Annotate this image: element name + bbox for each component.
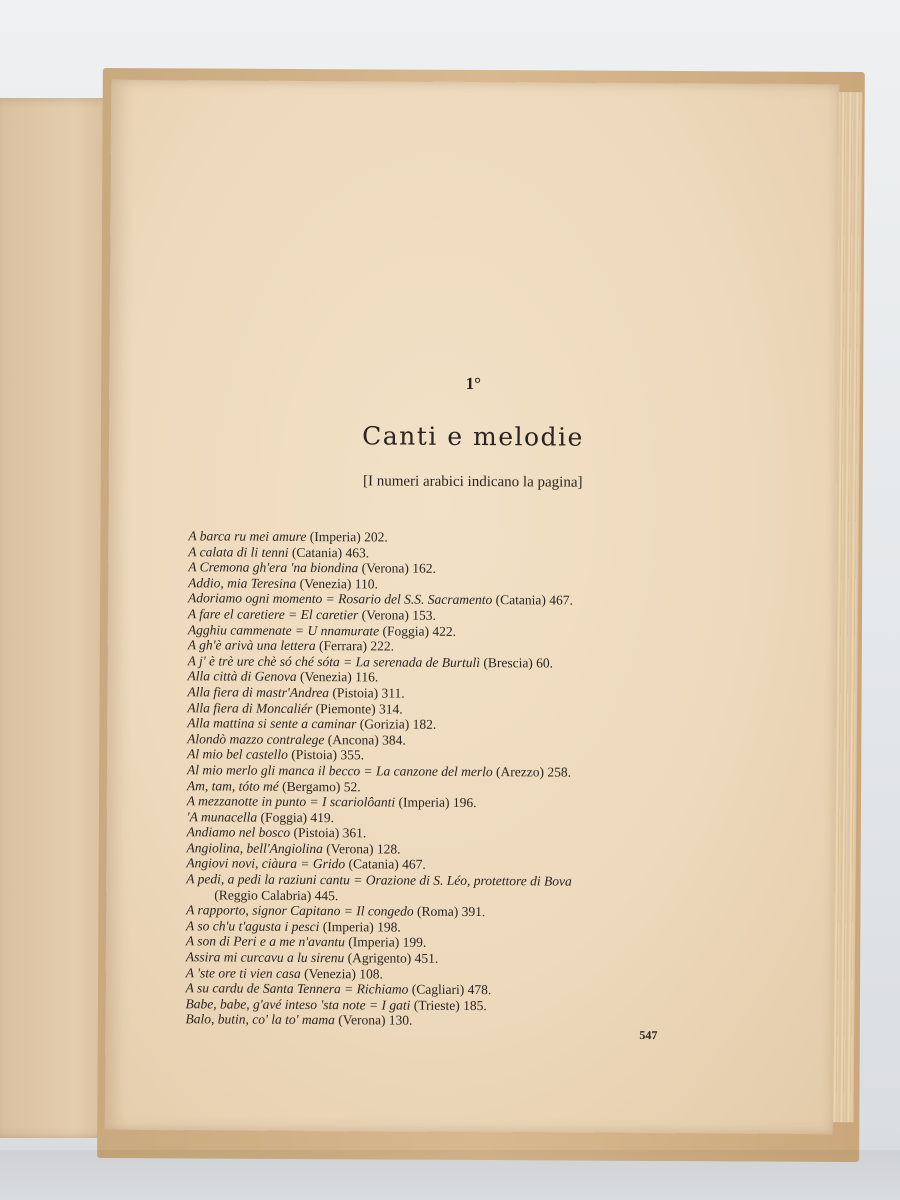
entry-title: Andiamo nel bosco xyxy=(186,824,291,841)
entry-title: Adoriamo ogni momento = Rosario del S.S. Sacramento xyxy=(188,590,493,608)
entry-reference: (Imperia) 198. xyxy=(319,918,401,935)
entry-title: Angiolina, bell'Angiolina xyxy=(186,840,323,856)
entry-reference: (Imperia) 202. xyxy=(306,528,388,545)
entry-reference: (Bergamo) 52. xyxy=(278,778,361,794)
entry-title: A gh'è arivà una lettera xyxy=(187,637,316,654)
entry-title: Alla fiera di mastr'Andrea xyxy=(187,684,330,701)
entry-title: A j' è trè ure chè só ché sóta = La serenada de Burtulì xyxy=(187,653,481,670)
entry-reference: (Catania) 467. xyxy=(345,856,426,873)
entry-title: Balo, butin, co' la to' mama xyxy=(185,1011,335,1028)
entry-title: A mezzanotte in punto = I scariolôanti xyxy=(186,793,396,810)
entry-title: A rapporto, signor Capitano = Il congedo xyxy=(186,902,414,919)
entry-reference: (Pistoia) 311. xyxy=(328,685,405,701)
entry-title: Babe, babe, g'avé inteso 'sta note = I gati xyxy=(185,996,411,1013)
entry-reference: (Venezia) 110. xyxy=(296,575,378,592)
entry-title: A 'ste ore ti vien casa xyxy=(185,964,301,981)
table-shadow xyxy=(0,1150,900,1200)
entry-reference: (Verona) 130. xyxy=(334,1012,413,1029)
entry-reference: (Ancona) 384. xyxy=(324,731,406,748)
entry-title: Addio, mia Teresina xyxy=(188,575,297,591)
entry-reference: (Imperia) 199. xyxy=(344,934,427,951)
entry-reference: (Trieste) 185. xyxy=(410,997,487,1013)
page-number: 547 xyxy=(639,1028,658,1043)
page-subtitle: [I numeri arabici indicano la pagina] xyxy=(362,473,583,491)
index-entries xyxy=(185,528,698,1030)
entry-title: A pedi, a pedi la raziuni cantu = Orazione di S. Léo, protettore di Bova xyxy=(186,871,572,889)
entry-reference: (Verona) 153. xyxy=(358,607,436,623)
entry-reference: (Verona) 128. xyxy=(322,840,401,857)
entry-reference: (Agrigento) 451. xyxy=(344,950,439,966)
entry-title: A fare el caretiere = El caretier xyxy=(187,606,359,623)
entry-reference: (Cagliari) 478. xyxy=(408,981,492,998)
entry-reference: (Gorizia) 182. xyxy=(356,716,437,732)
entry-reference: (Catania) 463. xyxy=(288,544,370,560)
entry-title: 'A munacella xyxy=(186,808,258,825)
section-number: 1° xyxy=(465,373,482,394)
book-page xyxy=(105,80,839,1134)
index-entry xyxy=(185,1012,695,1031)
entry-title: Alondò mazzo contralege xyxy=(187,730,325,747)
entry-title: Alla città di Genova xyxy=(187,668,297,685)
entry-title: Agghiu cammenate = U nnamurate xyxy=(187,621,380,638)
entry-reference: (Reggio Calabria) 445. xyxy=(214,887,339,903)
entry-reference: (Arezzo) 258. xyxy=(492,764,572,780)
entry-title: A calata di li tenni xyxy=(188,543,289,560)
entry-reference: (Foggia) 419. xyxy=(257,809,335,825)
entry-reference: (Ferrara) 222. xyxy=(315,638,395,654)
entry-title: Alla fiera di Moncaliér xyxy=(187,699,313,716)
entry-title: Am, tam, tóto mé xyxy=(186,777,279,794)
entry-title: Angiovi novi, ciàura = Grido xyxy=(186,855,346,872)
entry-reference: (Roma) 391. xyxy=(413,903,486,920)
entry-title: A barca ru mei amure xyxy=(188,528,307,544)
entry-reference: (Piemonte) 314. xyxy=(312,700,403,717)
page-title: Canti e melodie xyxy=(362,421,584,452)
entry-title: A Cremona gh'era 'na biondina xyxy=(188,559,359,576)
entry-title: Al mio merlo gli manca il becco = La canzone del merlo xyxy=(186,762,493,780)
entry-title: A son di Peri e a me n'avantu xyxy=(185,933,345,950)
entry-reference: (Imperia) 196. xyxy=(395,794,477,811)
entry-title: A su cardu de Santa Tennera = Richiamo xyxy=(185,980,409,997)
entry-reference: (Verona) 162. xyxy=(358,560,436,576)
entry-title: Alla mattina si sente a caminar xyxy=(187,715,357,732)
entry-reference: (Foggia) 422. xyxy=(379,622,457,639)
entry-reference: (Pistoia) 361. xyxy=(290,825,367,841)
entry-reference: (Brescia) 60. xyxy=(479,654,554,671)
entry-reference: (Pistoia) 355. xyxy=(287,747,365,763)
entry-reference: (Catania) 467. xyxy=(492,592,573,608)
entry-reference: (Venezia) 116. xyxy=(296,669,379,685)
entry-title: Assira mi curcavu a lu sirenu xyxy=(185,949,345,966)
entry-reference: (Venezia) 108. xyxy=(300,965,383,982)
entry-title: Al mio bel castello xyxy=(187,746,288,763)
entry-title: A so ch'u t'agusta i pesci xyxy=(186,918,320,934)
